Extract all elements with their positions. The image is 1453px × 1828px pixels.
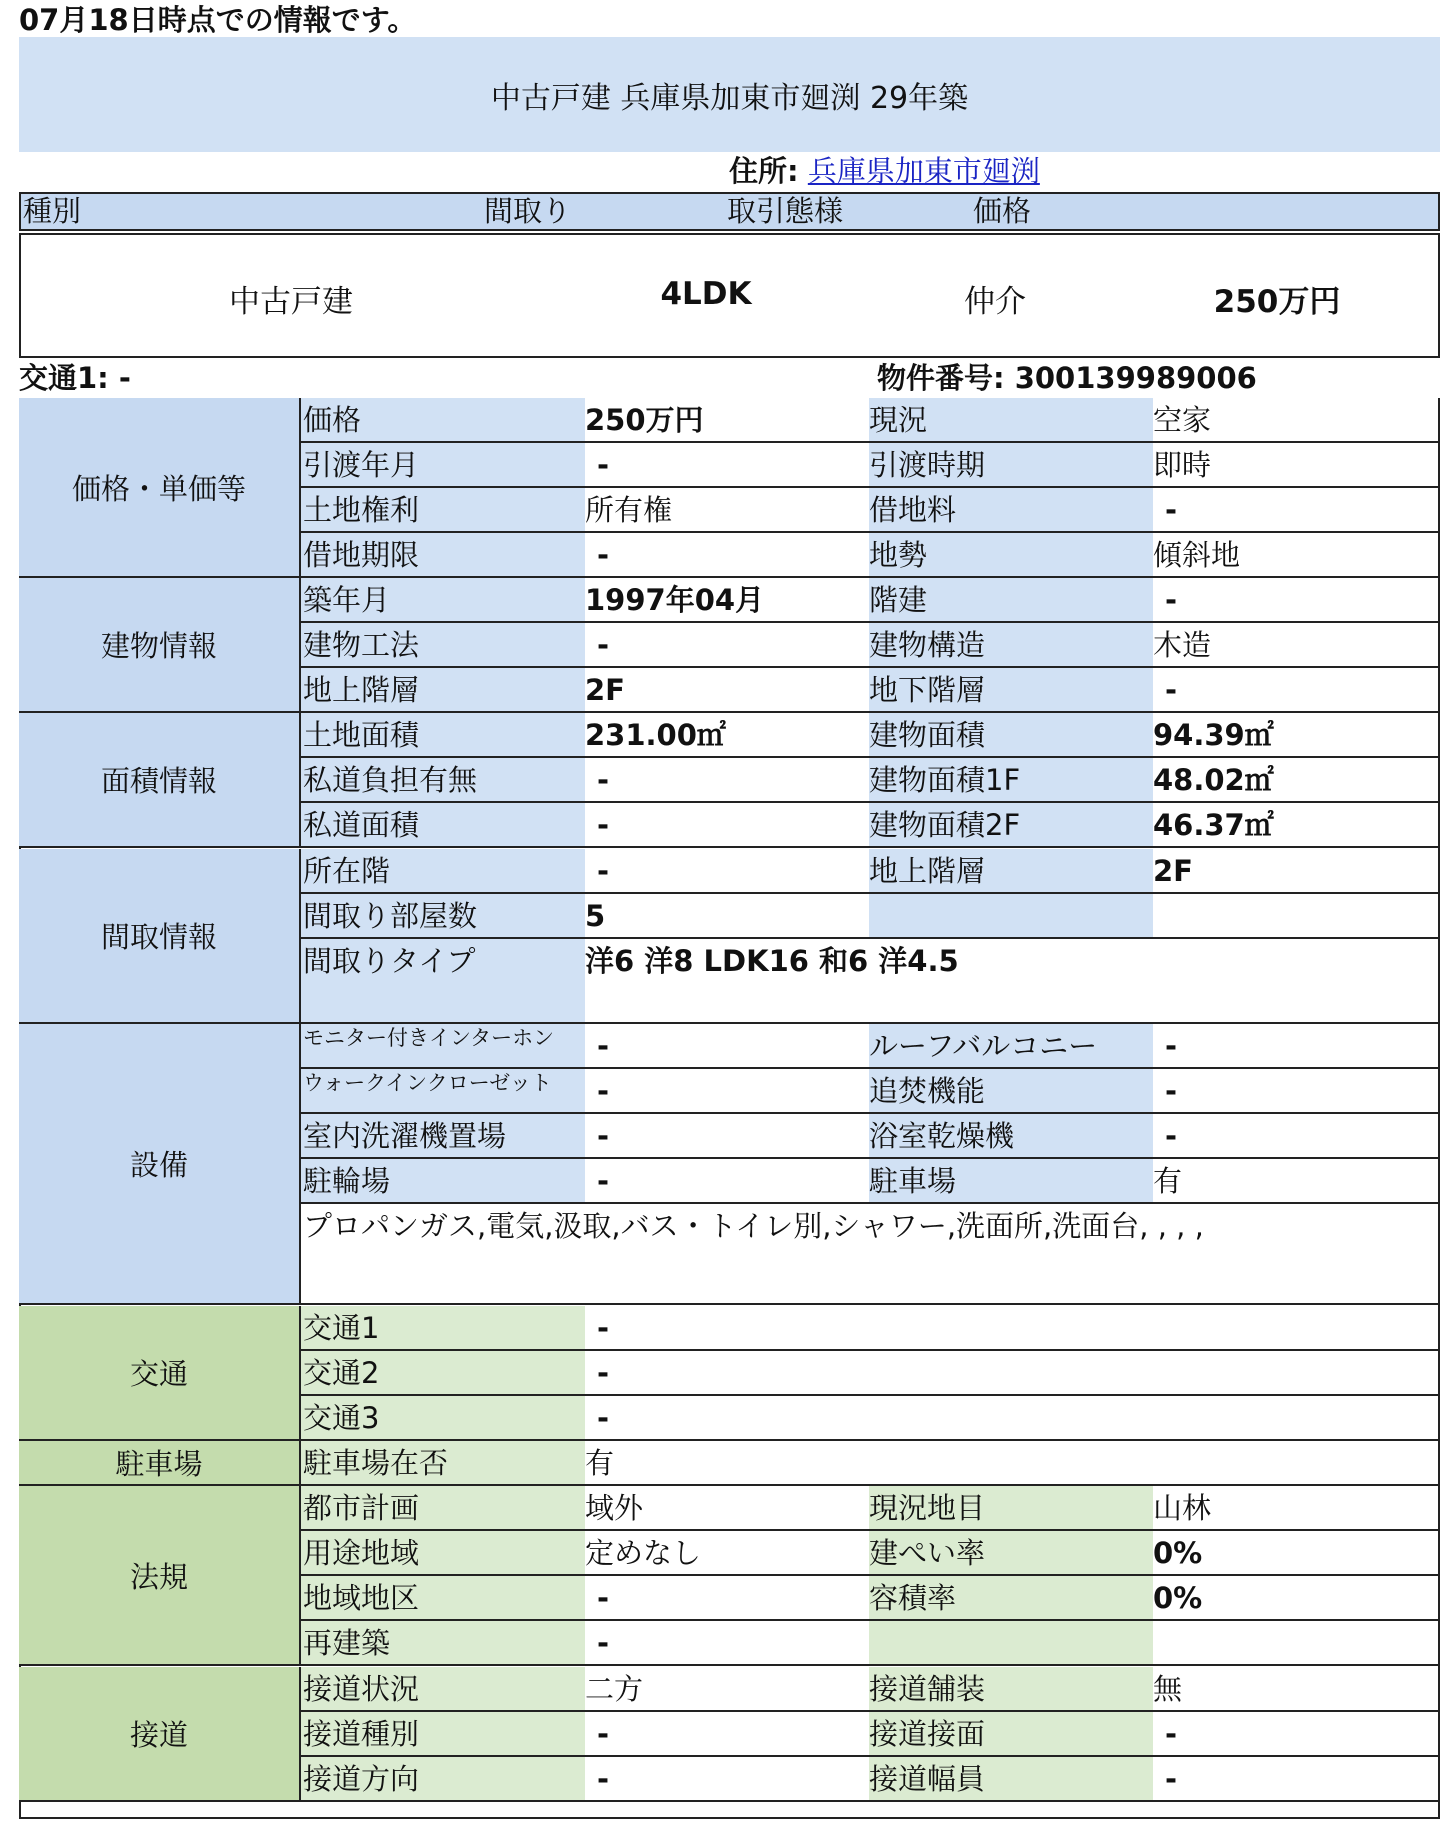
law-value2-1-text: 0% [1153, 1536, 1203, 1570]
building-label-2 [301, 668, 585, 713]
area-value2-0 [1153, 713, 1438, 758]
layout-value-0-text: - [597, 854, 610, 888]
building-label-0 [301, 578, 585, 623]
area-value-1-text: - [597, 763, 610, 797]
road-label2-2-text: 接道幅員 [869, 1762, 986, 1796]
group-price [19, 398, 301, 578]
traffic-value-2 [585, 1396, 1438, 1441]
building-value2-0 [1153, 578, 1438, 623]
area-label2-0 [869, 713, 1153, 758]
law-value-0-text: 域外 [585, 1491, 644, 1525]
road-value-0 [585, 1667, 869, 1712]
law-label-0-text: 都市計画 [303, 1491, 420, 1525]
area-value2-2-text: 46.37㎡ [1153, 808, 1274, 842]
equipment-value-3 [585, 1159, 869, 1204]
area-label2-0-text: 建物面積 [869, 718, 986, 752]
group-building-label: 建物情報 [100, 629, 217, 663]
equipment-value2-3-text: 有 [1153, 1164, 1183, 1198]
area-value2-0-text: 94.39㎡ [1153, 718, 1274, 752]
layout-label2-1 [869, 894, 1153, 939]
law-label2-3 [869, 1621, 1153, 1666]
traffic-label-0-text: 交通1 [303, 1311, 380, 1345]
area-label2-1 [869, 758, 1153, 803]
law-value-2 [585, 1576, 869, 1621]
group-traffic [19, 1306, 301, 1441]
layout-label-1 [301, 894, 585, 939]
road-value-1-text: - [597, 1717, 610, 1751]
equipment-value-0 [585, 1024, 869, 1069]
price-label2-2 [869, 488, 1153, 533]
equipment-value2-1-text: - [1165, 1074, 1178, 1108]
layout-label-0 [301, 849, 585, 894]
traffic-label-0 [301, 1306, 585, 1351]
equipment-label2-3 [869, 1159, 1153, 1204]
layout-value-2 [585, 939, 1438, 1024]
group-price-label: 価格・単価等 [71, 471, 246, 506]
group-law-label: 法規 [129, 1559, 188, 1594]
price-label-3 [301, 533, 585, 578]
layout-value2-0-text: 2F [1153, 854, 1193, 888]
price-label-0 [301, 398, 585, 443]
equipment-value2-0-text: - [1165, 1029, 1178, 1063]
summary-header-transaction: 取引態様 [727, 194, 844, 228]
building-label-0-text: 築年月 [303, 583, 391, 617]
equipment-label-1 [301, 1069, 585, 1114]
law-label2-2 [869, 1576, 1153, 1621]
page-title: 中古戸建 兵庫県加東市廻渕 29年築 [19, 37, 1440, 152]
road-value2-0 [1153, 1667, 1438, 1712]
building-value-2-text: 2F [585, 673, 625, 707]
equipment-label-0 [301, 1024, 585, 1069]
group-equipment-label: 設備 [129, 1148, 188, 1182]
equipment-value-3-text: - [597, 1164, 610, 1198]
area-label-2 [301, 803, 585, 848]
price-label-0-text: 価格 [303, 403, 362, 437]
group-area-label: 面積情報 [100, 764, 217, 798]
price-label2-0-text: 現況 [869, 403, 928, 437]
law-label2-1-text: 建ぺい率 [869, 1536, 986, 1570]
group-road-label: 接道 [129, 1718, 188, 1752]
equipment-label-3-text: 駐輪場 [303, 1164, 391, 1198]
road-label-1-text: 接道種別 [303, 1717, 420, 1751]
law-value-0 [585, 1486, 869, 1531]
building-value2-1 [1153, 623, 1438, 668]
law-value2-3 [1153, 1621, 1438, 1666]
traffic-label-2-text: 交通3 [303, 1401, 380, 1435]
law-label-1 [301, 1531, 585, 1576]
traffic-summary: 交通1: - [19, 361, 131, 395]
parking-label-0 [301, 1441, 585, 1486]
price-value2-2-text: - [1165, 493, 1178, 527]
area-label-1-text: 私道負担有無 [303, 763, 478, 797]
price-label-2 [301, 488, 585, 533]
traffic-value-2-text: - [597, 1401, 610, 1435]
address-link[interactable]: 兵庫県加東市廻渕 [807, 154, 1040, 188]
road-value2-0-text: 無 [1153, 1672, 1183, 1706]
area-label2-1-text: 建物面積1F [869, 763, 1021, 797]
area-label-2-text: 私道面積 [303, 808, 420, 842]
group-layout-label: 間取情報 [100, 920, 217, 954]
property-number: 物件番号: 300139989006 [877, 361, 1257, 395]
area-label2-2-text: 建物面積2F [869, 808, 1021, 842]
equipment-value2-3 [1153, 1159, 1438, 1204]
area-value-2-text: - [597, 808, 610, 842]
building-label2-0 [869, 578, 1153, 623]
price-value2-1-text: 即時 [1153, 448, 1212, 482]
price-value-0-text: 250万円 [585, 403, 704, 437]
summary-price: 250万円 [1213, 284, 1341, 320]
layout-value-0 [585, 849, 869, 894]
equipment-value-0-text: - [597, 1029, 610, 1063]
law-label-3 [301, 1621, 585, 1666]
building-label-1 [301, 623, 585, 668]
summary-header-type: 種別 [23, 194, 82, 228]
building-value-1 [585, 623, 869, 668]
group-layout [19, 849, 301, 1024]
area-value2-2 [1153, 803, 1438, 848]
parking-value-0-text: 有 [585, 1446, 615, 1480]
address [729, 153, 1040, 189]
law-value2-1 [1153, 1531, 1438, 1576]
equipment-label2-2-text: 浴室乾燥機 [869, 1119, 1015, 1153]
price-label-1-text: 引渡年月 [303, 448, 420, 482]
law-label-1-text: 用途地域 [303, 1536, 420, 1570]
area-label-1 [301, 758, 585, 803]
road-label2-0-text: 接道舗装 [869, 1672, 986, 1706]
price-value-1-text: - [597, 448, 610, 482]
road-label-2-text: 接道方向 [303, 1762, 420, 1796]
road-value2-1-text: - [1165, 1717, 1178, 1751]
area-label-0 [301, 713, 585, 758]
law-label2-0 [869, 1486, 1153, 1531]
price-value2-0 [1153, 398, 1438, 443]
equipment-value2-2-text: - [1165, 1119, 1178, 1153]
road-label-0 [301, 1667, 585, 1712]
equipment-label-1-text: ウォークインクローゼット [303, 1071, 552, 1095]
road-label-2 [301, 1757, 585, 1802]
parking-label-0-text: 駐車場在否 [303, 1446, 449, 1480]
road-value-0-text: 二方 [585, 1672, 644, 1706]
summary-header-layout: 間取り [484, 194, 572, 228]
price-label2-2-text: 借地料 [869, 493, 957, 527]
price-value-2-text: 所有権 [585, 493, 673, 527]
price-value2-3-text: 傾斜地 [1153, 538, 1241, 572]
law-value2-2-text: 0% [1153, 1581, 1203, 1615]
traffic-value-1-text: - [597, 1356, 610, 1390]
address-label: 住所: [729, 154, 799, 188]
building-value2-2-text: - [1165, 673, 1178, 707]
law-value-3-text: - [597, 1626, 610, 1660]
law-value2-0-text: 山林 [1153, 1491, 1212, 1525]
area-value2-1-text: 48.02㎡ [1153, 763, 1274, 797]
road-value-1 [585, 1712, 869, 1757]
equipment-value-2-text: - [597, 1119, 610, 1153]
price-label-3-text: 借地期限 [303, 538, 420, 572]
group-equipment [19, 1024, 301, 1305]
price-value2-2 [1153, 488, 1438, 533]
price-value-0 [585, 398, 869, 443]
group-law [19, 1486, 301, 1666]
equipment-value2-0 [1153, 1024, 1438, 1069]
law-label-3-text: 再建築 [303, 1626, 391, 1660]
equipment-value-1 [585, 1069, 869, 1114]
law-value2-2 [1153, 1576, 1438, 1621]
road-label2-1 [869, 1712, 1153, 1757]
equipment-label-3 [301, 1159, 585, 1204]
equipment-label2-2 [869, 1114, 1153, 1159]
price-label-2-text: 土地権利 [303, 493, 420, 527]
building-label-1-text: 建物工法 [303, 628, 420, 662]
layout-value-1 [585, 894, 869, 939]
equipment-note [301, 1204, 1438, 1305]
equipment-label2-1-text: 追焚機能 [869, 1074, 986, 1108]
building-value2-1-text: 木造 [1153, 628, 1212, 662]
layout-value2-1 [1153, 894, 1438, 939]
equipment-label-2-text: 室内洗濯機置場 [303, 1119, 507, 1153]
layout-value-2-text: 洋6 洋8 LDK16 和6 洋4.5 [585, 944, 959, 978]
price-value-3-text: - [597, 538, 610, 572]
equipment-label2-0-text: ルーフバルコニー [869, 1029, 1098, 1063]
law-value-1-text: 定めなし [585, 1536, 702, 1570]
law-label-0 [301, 1486, 585, 1531]
law-value2-0 [1153, 1486, 1438, 1531]
road-label2-2 [869, 1757, 1153, 1802]
traffic-value-0-text: - [597, 1311, 610, 1345]
law-label2-2-text: 容積率 [869, 1581, 957, 1615]
road-value2-1 [1153, 1712, 1438, 1757]
group-building [19, 578, 301, 713]
traffic-label-1-text: 交通2 [303, 1356, 380, 1390]
building-label2-2-text: 地下階層 [869, 673, 986, 707]
road-value-2-text: - [597, 1762, 610, 1796]
law-label-2 [301, 1576, 585, 1621]
summary-type: 中古戸建 [229, 284, 353, 320]
road-value2-2-text: - [1165, 1762, 1178, 1796]
layout-label2-0 [869, 849, 1153, 894]
equipment-value-1-text: - [597, 1074, 610, 1108]
law-value-1 [585, 1531, 869, 1576]
area-value-0 [585, 713, 869, 758]
law-label-2-text: 地域地区 [303, 1581, 420, 1615]
layout-label-2-text: 間取りタイプ [303, 944, 476, 978]
road-label2-1-text: 接道接面 [869, 1717, 986, 1751]
building-label2-1 [869, 623, 1153, 668]
layout-label2-0-text: 地上階層 [869, 854, 986, 888]
group-traffic-label: 交通 [129, 1357, 188, 1391]
price-value-1 [585, 443, 869, 488]
traffic-label-2 [301, 1396, 585, 1441]
group-area [19, 713, 301, 848]
price-label2-1 [869, 443, 1153, 488]
building-value-0 [585, 578, 869, 623]
building-label2-1-text: 建物構造 [869, 628, 986, 662]
equipment-label-2 [301, 1114, 585, 1159]
road-value2-2 [1153, 1757, 1438, 1802]
layout-value-1-text: 5 [585, 899, 606, 933]
law-value-2-text: - [597, 1581, 610, 1615]
equipment-value-2 [585, 1114, 869, 1159]
equipment-label2-0 [869, 1024, 1153, 1069]
building-label2-2 [869, 668, 1153, 713]
road-value-2 [585, 1757, 869, 1802]
summary-header-price: 価格 [973, 194, 1032, 228]
building-label-2-text: 地上階層 [303, 673, 420, 707]
price-value-3 [585, 533, 869, 578]
area-value-2 [585, 803, 869, 848]
price-label2-3-text: 地勢 [869, 538, 928, 572]
law-label2-0-text: 現況地目 [869, 1491, 986, 1525]
road-label-1 [301, 1712, 585, 1757]
building-value-0-text: 1997年04月 [585, 583, 765, 617]
area-value-1 [585, 758, 869, 803]
price-value2-1 [1153, 443, 1438, 488]
building-value-1-text: - [597, 628, 610, 662]
layout-label-2 [301, 939, 585, 1024]
equipment-label2-1 [869, 1069, 1153, 1114]
traffic-value-0 [585, 1306, 1438, 1351]
area-value-0-text: 231.00㎡ [585, 718, 726, 752]
road-label2-0 [869, 1667, 1153, 1712]
layout-label-1-text: 間取り部屋数 [303, 899, 478, 933]
law-value-3 [585, 1621, 869, 1666]
group-road [19, 1667, 301, 1802]
price-value2-0-text: 空家 [1153, 403, 1212, 437]
equipment-label2-3-text: 駐車場 [869, 1164, 957, 1198]
building-value2-2 [1153, 668, 1438, 713]
area-label-0-text: 土地面積 [303, 718, 420, 752]
price-label2-1-text: 引渡時期 [869, 448, 986, 482]
road-label-0-text: 接道状況 [303, 1672, 420, 1706]
layout-value2-0 [1153, 849, 1438, 894]
parking-value-0 [585, 1441, 1438, 1486]
traffic-value-1 [585, 1351, 1438, 1396]
price-label2-3 [869, 533, 1153, 578]
group-parking-label: 駐車場 [115, 1447, 203, 1481]
price-value2-3 [1153, 533, 1438, 578]
equipment-note-text: プロパンガス,電気,汲取,バス・トイレ別,シャワー,洗面所,洗面台, , , , [303, 1209, 1204, 1243]
group-parking [19, 1441, 301, 1486]
price-label2-0 [869, 398, 1153, 443]
building-value-2 [585, 668, 869, 713]
building-label2-0-text: 階建 [869, 583, 928, 617]
price-label-1 [301, 443, 585, 488]
equipment-value2-2 [1153, 1114, 1438, 1159]
traffic-label-1 [301, 1351, 585, 1396]
equipment-label-0-text: モニター付きインターホン [303, 1026, 555, 1050]
as-of-date: 07月18日時点での情報です。 [19, 3, 417, 37]
equipment-value2-1 [1153, 1069, 1438, 1114]
building-value2-0-text: - [1165, 583, 1178, 617]
summary-values [19, 233, 1440, 358]
summary-transaction: 仲介 [964, 284, 1026, 320]
law-label2-1 [869, 1531, 1153, 1576]
summary-header [19, 192, 1440, 231]
summary-layout: 4LDK [660, 276, 752, 312]
price-value-2 [585, 488, 869, 533]
area-value2-1 [1153, 758, 1438, 803]
area-label2-2 [869, 803, 1153, 848]
layout-label-0-text: 所在階 [303, 854, 391, 888]
